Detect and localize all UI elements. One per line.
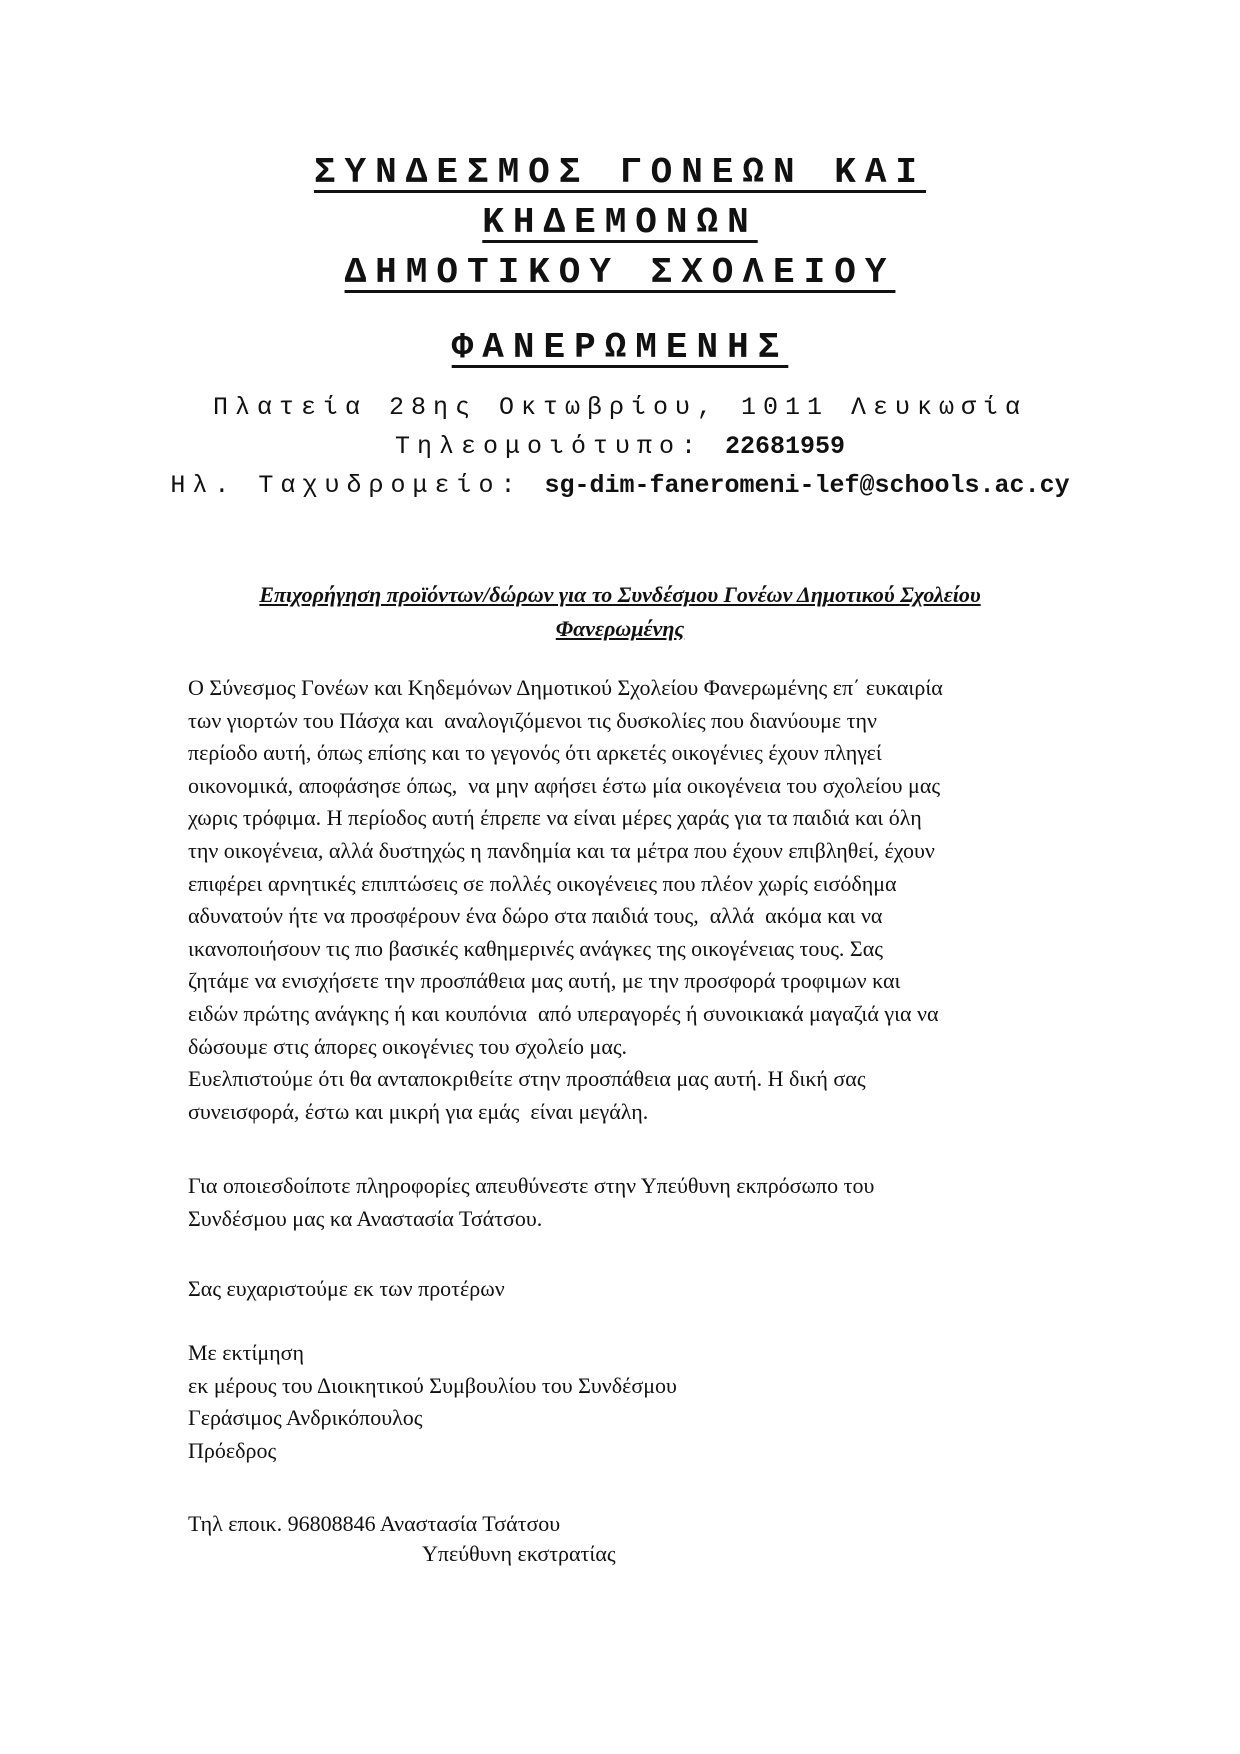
paragraph-line: Για οποιεσδοίποτε πληροφορίες απευθύνεστε στην Υπεύθυνη εκπρόσωπο του <box>188 1173 875 1198</box>
main-paragraph <box>188 672 1088 1128</box>
paragraph-line: ζητάμε να ενισχήσετε την προσπάθεια μας αυτή, με την προσφορά τροφιμων και <box>188 968 901 994</box>
letterhead-line-4: ΦΑΝΕΡΩΜΕΝΗΣ <box>451 327 789 368</box>
email-label: Ηλ. Ταχυδρομείο: <box>170 471 523 500</box>
paragraph-line: Ο Σύνεσμος Γονέων και Κηδεμόνων Δημοτικού Σχολείου Φανερωμένης επ΄ ευκαιρία <box>188 675 943 700</box>
paragraph-line: επιφέρει αρνητικές επιπτώσεις σε πολλές οικογένειες που πλέον χωρίς εισόδημα <box>188 870 897 896</box>
paragraph-line: Ευελπιστούμε ότι θα ανταποκριθείτε στην προσπάθεια μας αυτή. Η δική σας <box>188 1066 866 1092</box>
paragraph-line: ικανοποιήσουν τις πιο βασικές καθημερινές ανάγκες της οικογένειας τους. Σας <box>188 935 883 961</box>
signatory-title: Πρόεδρος <box>188 1437 277 1463</box>
paragraph-line: την οικογένεια, αλλά δυστηχώς η πανδημία και τα μέτρα που έχουν επιβληθεί, έχουν <box>188 837 935 863</box>
address-street: Πλατεία 28ης Οκτωβρίου, 1011 Λευκωσία <box>212 393 1028 422</box>
paragraph-line: των γιορτών του Πάσχα και αναλογιζόμενοι τις δυσκολίες που διανύουμε την <box>188 707 877 733</box>
subject-line-1: Επιχορήγηση προϊόντων/δώρων για το Συνδέσμου Γονέων Δημοτικού Σχολείου <box>259 582 981 607</box>
thanks-line: Σας ευχαριστούμε εκ των προτέρων <box>188 1276 505 1301</box>
paragraph-line: συνεισφορά, έστω και μικρή για εμάς είναι μεγάλη. <box>188 1098 649 1124</box>
paragraph-line: Συνδέσμου μας κα Αναστασία Τσάτσου. <box>188 1205 543 1231</box>
letterhead <box>0 148 1240 373</box>
subject-line-2: Φανερωμένης <box>555 616 685 641</box>
paragraph-line: ειδών πρώτης ανάγκης ή και κουπόνια από υπεραγορές ή συνοικιακά μαγαζιά για να <box>188 1000 939 1026</box>
contact-role: Υπεύθυνη εκστρατίας <box>422 1541 616 1566</box>
signatory-name: Γεράσιμος Ανδρικόπουλος <box>188 1405 423 1431</box>
paragraph-line: περίοδο αυτή, όπως επίσης και το γεγονός ότι αρκετές οικογένιες έχουν πληγεί <box>188 740 882 766</box>
paragraph-line: οικονομικά, αποφάσησε όπως, να μην αφήσει έστω μία οικογένεια του σχολείου μας <box>188 772 941 798</box>
fax-label: Τηλεομοιότυπο: <box>394 432 703 461</box>
email-address: sg-dim-faneromeni-lef@schools.ac.cy <box>544 471 1070 500</box>
paragraph-line: δώσουμε στις άπορες οικογένιες του σχολείο μας. <box>188 1033 628 1059</box>
closing-line: Με εκτίμηση <box>188 1340 305 1365</box>
letterhead-line-3: ΔΗΜΟΤΙΚΟΥ ΣΧΟΛΕΙΟΥ <box>344 252 896 293</box>
contact-line: Τηλ εποικ. 96808846 Αναστασία Τσάτσου <box>188 1511 561 1536</box>
paragraph-line: χωρις τρόφιμα. Η περίοδος αυτή έπρεπε να είναι μέρες χαράς για τα παιδιά και όλη <box>188 805 922 831</box>
address-email <box>0 471 1240 500</box>
letterhead-line-2: ΚΗΔΕΜΟΝΩΝ <box>482 202 758 243</box>
address-fax <box>0 432 1240 461</box>
paragraph-line: αδυνατούν ήτε να προσφέρουν ένα δώρο στα παιδιά τους, αλλά ακόμα και να <box>188 903 883 929</box>
closing-block <box>188 1337 1088 1467</box>
closing-line: εκ μέρους του Διοικητικού Συμβουλίου του Συνδέσμου <box>188 1372 677 1398</box>
subject-heading <box>0 578 1240 646</box>
letterhead-line-1: ΣΥΝΔΕΣΜΟΣ ΓΟΝΕΩΝ ΚΑΙ <box>313 152 927 193</box>
info-paragraph <box>188 1170 1088 1235</box>
fax-number: 22681959 <box>725 432 846 461</box>
